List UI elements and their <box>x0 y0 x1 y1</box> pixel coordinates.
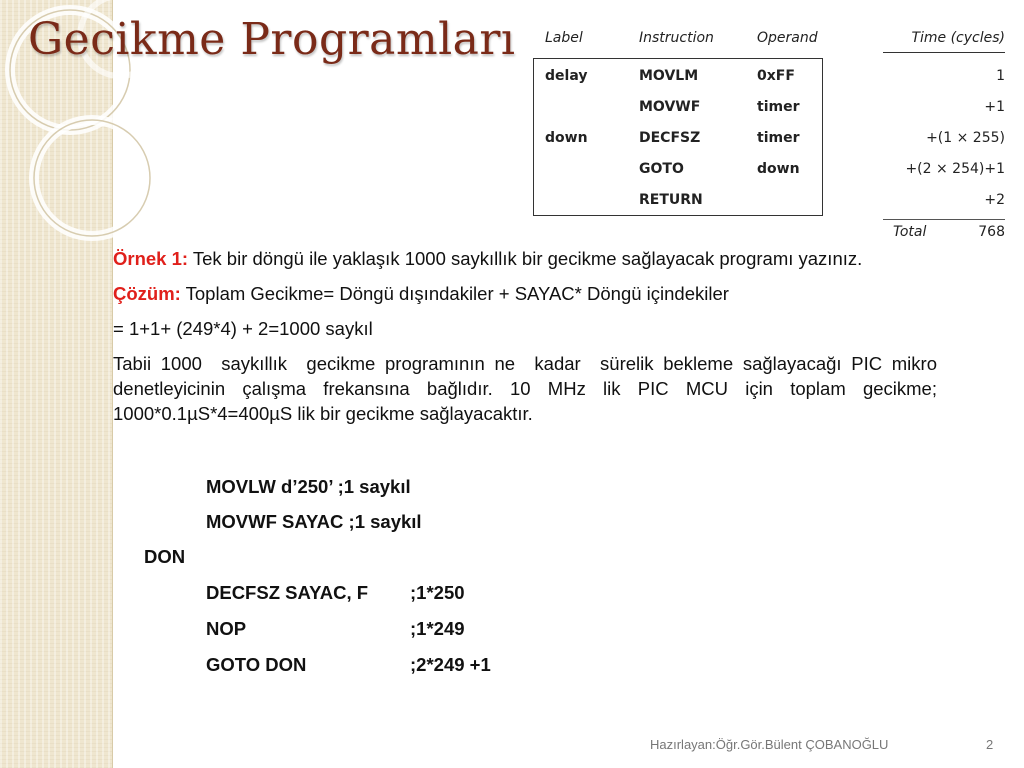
row-label: delay <box>545 68 588 84</box>
solution-paragraph <box>113 281 937 306</box>
instruction-cycle-table <box>533 28 1013 246</box>
header-instruction: Instruction <box>639 30 714 46</box>
total-value: 768 <box>978 224 1005 240</box>
slide-body <box>113 246 963 436</box>
row-time: 1 <box>996 68 1005 84</box>
formula-line: = 1+1+ (249*4) + 2=1000 saykıl <box>113 318 373 339</box>
total-rule <box>883 219 1005 220</box>
row-operand: down <box>757 161 800 177</box>
row-time: +2 <box>984 192 1005 208</box>
code-line: NOP <box>206 618 247 639</box>
row-operand: timer <box>757 130 800 146</box>
code-line: MOVLW d’250’ ;1 saykıl <box>206 476 411 497</box>
code-line: GOTO DON <box>206 654 307 675</box>
row-instruction: RETURN <box>639 192 703 208</box>
footer-author: Hazırlayan:Öğr.Gör.Bülent ÇOBANOĞLU <box>650 737 889 752</box>
example-label: Örnek 1: <box>113 248 189 269</box>
slide-title: Gecikme Programları <box>28 14 516 65</box>
code-comment: ;1*250 <box>410 582 465 603</box>
row-time: +1 <box>984 99 1005 115</box>
header-label: Label <box>545 30 583 46</box>
row-operand: 0xFF <box>757 68 795 84</box>
row-instruction: MOVLM <box>639 68 699 84</box>
code-label: DON <box>144 546 186 567</box>
row-time: +(2 × 254)+1 <box>905 161 1005 177</box>
total-label: Total <box>893 224 927 240</box>
solution-label: Çözüm: <box>113 283 181 304</box>
code-comment: ;2*249 +1 <box>410 654 491 675</box>
solution-text: Toplam Gecikme= Döngü dışındakiler + SAYAC* Döngü içindekiler <box>185 283 729 304</box>
code-line: DECFSZ SAYAC, F <box>206 582 369 603</box>
row-label: down <box>545 130 588 146</box>
example-text: Tek bir döngü ile yaklaşık 1000 saykıllık bir gecikme sağlayacak programı yazınız. <box>192 248 863 269</box>
page-number: 2 <box>986 737 994 752</box>
example-paragraph <box>113 246 937 271</box>
row-instruction: GOTO <box>639 161 684 177</box>
code-line: MOVWF SAYAC ;1 saykıl <box>206 511 422 532</box>
row-operand: timer <box>757 99 800 115</box>
code-comment: ;1*249 <box>410 618 465 639</box>
header-operand: Operand <box>757 30 818 46</box>
row-instruction: DECFSZ <box>639 130 701 146</box>
header-rule <box>883 52 1005 53</box>
row-time: +(1 × 255) <box>926 130 1005 146</box>
explanation-paragraph: Tabii 1000 saykıllık gecikme programının ne kadar sürelik bekleme sağlayacağı PIC mikro denetleyicinin çalışma frekansına bağlıdır. 10 MHz lik PIC MCU için toplam gecikme; 1000*0.1µS*4=400µS lik bir gecikme sağlayacaktır. <box>113 353 963 424</box>
row-instruction: MOVWF <box>639 99 701 115</box>
header-time: Time (cycles) <box>911 30 1005 46</box>
